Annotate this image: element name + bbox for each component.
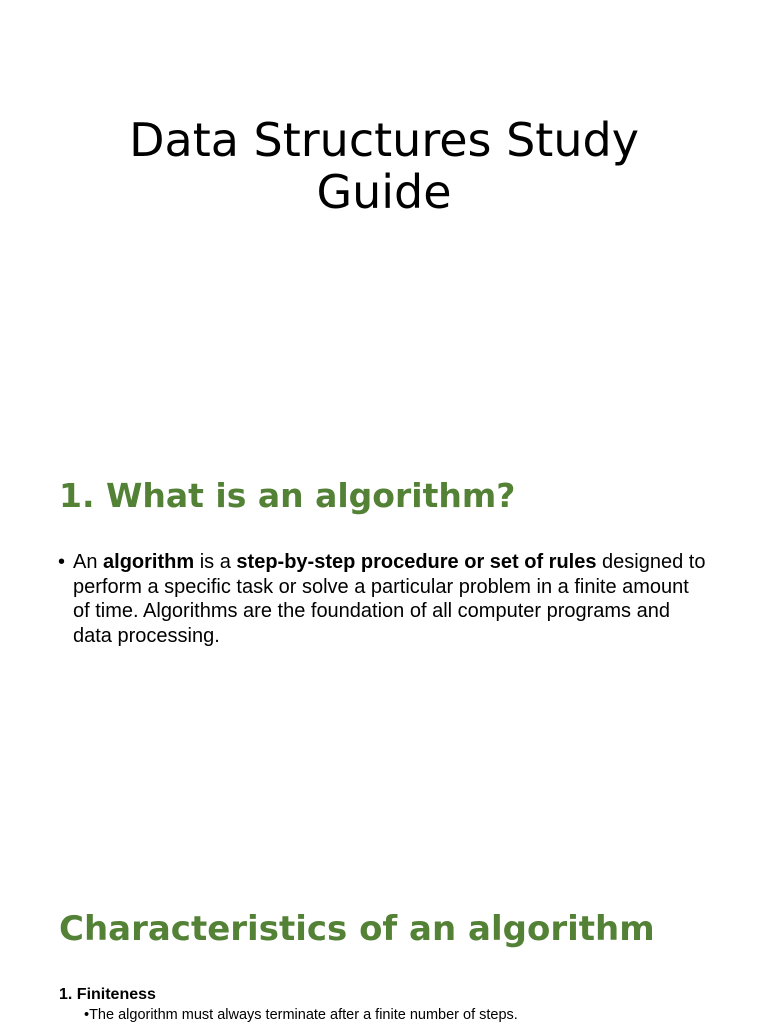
text-segment: is a <box>194 551 237 573</box>
bullet-text <box>73 550 708 648</box>
text-segment: designed to perform a specific task or solve a particular problem in a finite amount of time. Algorithms are the foundation of all computer programs and data processing. <box>73 551 706 647</box>
section-heading-characteristics: Characteristics of an algorithm <box>59 909 655 949</box>
characteristic-finiteness-title: 1. Finiteness <box>59 986 156 1003</box>
bold-term-procedure: step-by-step procedure or set of rules <box>236 551 597 573</box>
sub-bullet-text: The algorithm must always terminate after a finite number of steps. <box>89 1007 518 1023</box>
algorithm-definition-bullet <box>58 550 708 648</box>
page-title: Data Structures Study Guide <box>129 113 639 219</box>
bullet-icon: • <box>58 551 66 573</box>
bold-term-algorithm: algorithm <box>103 551 195 573</box>
characteristic-finiteness-description <box>84 1006 518 1024</box>
bullet-icon: • <box>84 1007 90 1023</box>
section-heading-what-is-algorithm: 1. What is an algorithm? <box>59 476 516 515</box>
text-segment: An <box>73 551 104 573</box>
